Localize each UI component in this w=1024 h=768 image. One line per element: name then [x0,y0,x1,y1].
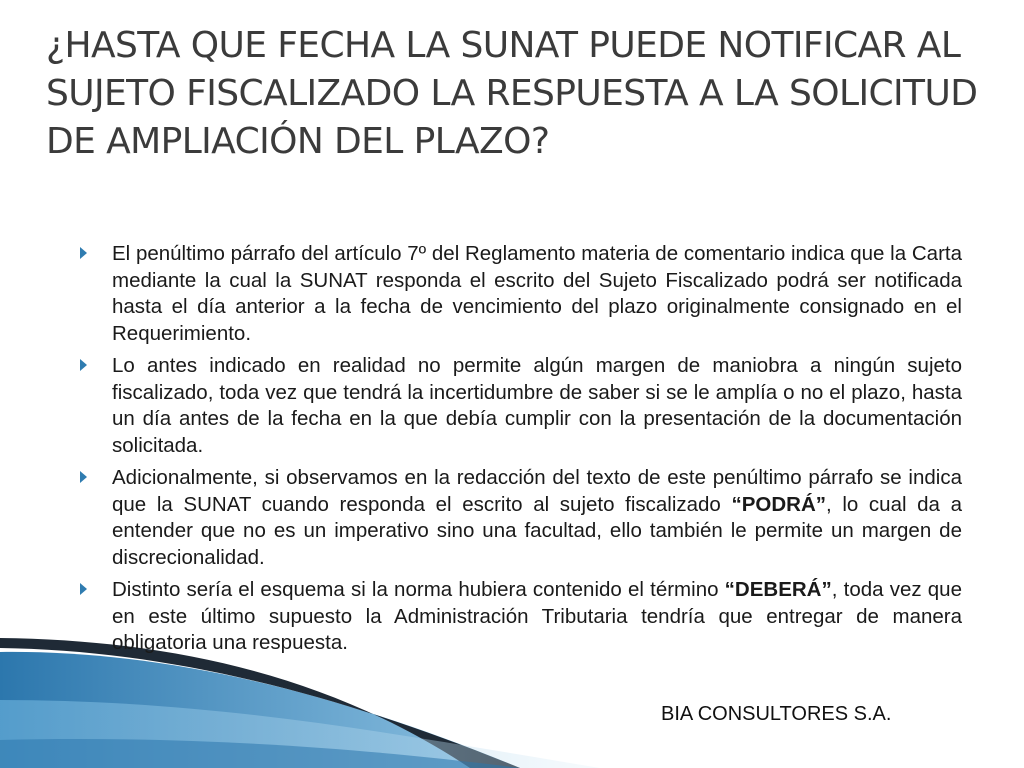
bullet-text: Lo antes indicado en realidad no permite algún margen de maniobra a ningún sujeto fiscalizado, toda vez que tendrá la incertidumbre de saber si se le amplía o no el plazo, hasta un día antes de la fecha en la que debía cumplir con la presentación de la documentación solicitada. [112,354,962,457]
bullet-list [80,241,962,663]
bullet-text-part: , toda vez que en este último supuesto la Administración Tributaria tendría que entregar de manera obligatoria una respuesta. [112,578,962,654]
slide-title: ¿HASTA QUE FECHA LA SUNAT PUEDE NOTIFICAR AL SUJETO FISCALIZADO LA RESPUESTA A LA SOLICITUD DE AMPLIACIÓN DEL PLAZO? [46,25,978,162]
bullet-bold-term: “PODRÁ” [731,492,827,516]
bullet-text-part: Adicionalmente, si observamos en la redacción del texto de este penúltimo párrafo se indica que la SUNAT cuando responda el escrito al sujeto fiscalizado [112,466,962,516]
bullet-text: El penúltimo párrafo del artículo 7º del Reglamento materia de comentario indica que la Carta mediante la cual la SUNAT responda el escrito del Sujeto Fiscalizado podrá ser notificada hasta el día anterior a la fecha de vencimiento del plazo originalmente consignado en el Requerimiento. [112,242,962,345]
triangle-right-icon [80,247,87,259]
bullet-item [80,577,962,657]
triangle-right-icon [80,583,87,595]
bullet-text-part: Distinto sería el esquema si la norma hubiera contenido el término [112,578,725,601]
triangle-right-icon [80,359,87,371]
bullet-text [112,577,962,657]
bullet-text-part: , lo cual da a entender que no es un imperativo sino una facultad, ello también le permite un margen de discrecionalidad. [112,492,962,569]
triangle-right-icon [80,471,87,483]
bullet-bold-term: “DEBERÁ” [724,578,832,601]
bullet-text [112,465,962,571]
footer-company-name: BIA CONSULTORES S.A. [661,703,892,725]
bullet-item [80,465,962,571]
bullet-item [80,353,962,459]
bullet-item [80,241,962,347]
